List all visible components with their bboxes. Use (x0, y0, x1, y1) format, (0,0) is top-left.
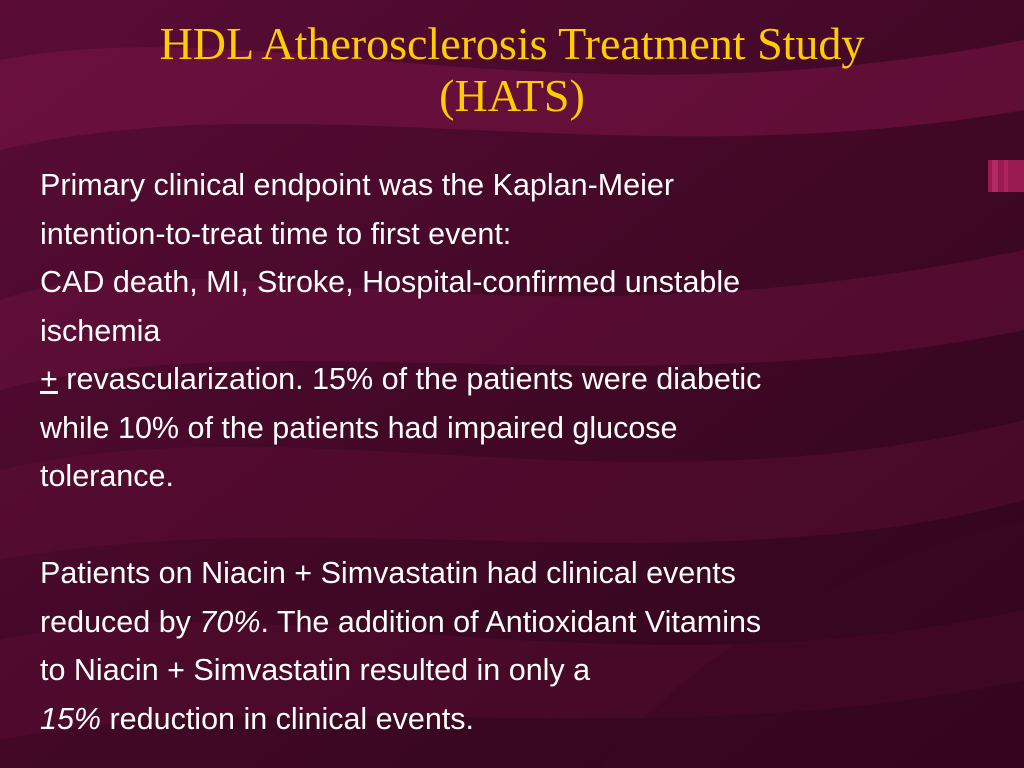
body-line-5 (40, 355, 1015, 404)
body-line-11 (40, 695, 1015, 744)
slide-title (0, 18, 1024, 122)
body-line-9 (40, 598, 1015, 647)
plus-minus-symbol: + (40, 362, 58, 396)
slide-title-line-2: (HATS) (439, 70, 585, 121)
emphasis-15-percent: 15% (40, 701, 102, 736)
emphasis-70-percent: 70% (199, 604, 261, 639)
slide-body (40, 161, 1015, 743)
paragraph-gap (40, 501, 1015, 550)
body-line-1: Primary clinical endpoint was the Kaplan-Meier (40, 168, 675, 202)
body-line-3: CAD death, MI, Stroke, Hospital-confirmed unstable (40, 265, 741, 299)
body-line-9-pre: reduced by (40, 604, 200, 639)
body-line-4: ischemia (40, 313, 161, 348)
body-line-7: tolerance. (40, 459, 174, 493)
body-line-2: intention-to-treat time to first event: (40, 216, 512, 251)
slide-title-line-1: HDL Atherosclerosis Treatment Study (159, 18, 865, 69)
body-line-11-post: reduction in clinical events. (101, 701, 475, 736)
body-line-8: Patients on Niacin + Simvastatin had clinical events (40, 556, 736, 590)
body-line-5-text: revascularization. 15% of the patients were diabetic (57, 362, 762, 396)
body-line-9-post: . The addition of Antioxidant Vitamins (260, 604, 762, 639)
body-line-6: while 10% of the patients had impaired glucose (40, 410, 678, 445)
body-line-10: to Niacin + Simvastatin resulted in only a (40, 653, 591, 687)
